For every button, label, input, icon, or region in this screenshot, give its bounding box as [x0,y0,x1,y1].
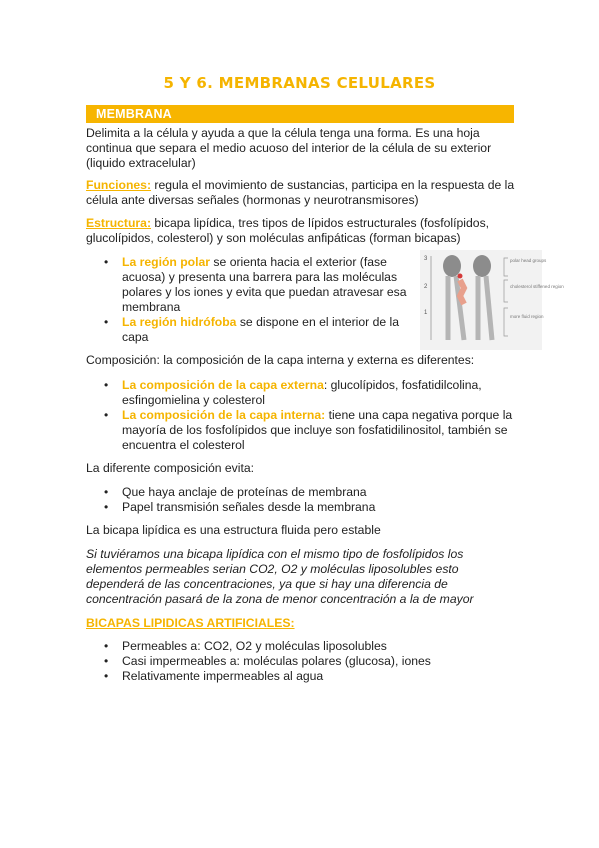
funciones-text: regula el movimiento de sustancias, participa en la respuesta de la [151,178,515,192]
artificiales-list [86,639,431,684]
figure-label: more fluid region [510,314,544,319]
cholesterol-ring [460,280,464,304]
membrane-figure [420,250,564,350]
region-brackets [504,258,508,336]
cholesterol-head [458,274,463,279]
composicion-text: esfingomielina y colesterol [122,393,265,407]
lipid-tail [478,276,492,340]
region-text: polares y los iones y evita que puedan atravesar esa [122,285,407,299]
figure-label: polar head groups [510,258,547,263]
italic-line: Si tuviéramos una bicapa lipídica con el mismo tipo de fosfolípidos los [86,547,464,561]
list-item [86,408,526,453]
list-item: • Permeables a: CO2, O2 y moléculas liposolubles [86,639,431,654]
region-text: membrana [122,300,181,314]
intro-line: Delimita a la célula y ayuda a que la célula tenga una forma. Es una hoja [86,126,480,140]
estructura-text: bicapa lipídica, tres tipos de lípidos estructurales (fosfolípidos, [151,216,490,230]
axis-tick: 3 [424,256,428,262]
funciones-paragraph [86,178,514,208]
membrane-diagram [420,250,564,350]
artificiales-heading: BICAPAS LIPIDICAS ARTIFICIALES: [86,616,295,630]
axis-tick: 1 [424,310,428,316]
intro-line: (liquido extracelular) [86,156,196,170]
italic-line: dependerá de las concentraciones, ya que si hay una diferencia de [86,577,448,591]
section-header-bar [86,105,514,123]
funciones-label: Funciones: [86,178,152,192]
composicion-text: mayoría de los fosfolípidos que incluye son fosfatidilinositol, también se [122,423,508,437]
list-item: • Que haya anclaje de proteínas de membrana [86,485,375,500]
italic-paragraph [86,547,474,607]
estructura-paragraph [86,216,489,246]
capa-externa-label: La composición de la capa externa [122,378,324,392]
region-hidrofoba-label: La región hidrófoba [122,315,237,329]
section-header: MEMBRANA [96,107,172,121]
region-text: acuosa) y presenta una barrera para las moléculas [122,270,398,284]
bicapa-fluida-text: La bicapa lipídica es una estructura fluida pero estable [86,523,381,537]
region-polar-label: La región polar [122,255,211,269]
italic-line: concentración pasará de la zona de menor concentración a la de mayor [86,592,474,606]
estructura-text: glucolípidos, colesterol) y son moléculas anfipáticas (forman bicapas) [86,231,461,245]
region-text: capa [122,330,149,344]
estructura-label: Estructura: [86,216,152,230]
italic-line: elementos permeables serian CO2, O2 y moléculas liposolubles esto [86,562,459,576]
composicion-text: : glucolípidos, fosfatidilcolina, [323,378,482,392]
list-item: • Papel transmisión señales desde la membrana [86,500,375,515]
list-item [86,255,416,315]
region-text: se dispone en el interior de la [236,315,400,329]
intro-line: continua que separa el medio acuoso del interior de la célula de su exterior [86,141,492,155]
region-text: se orienta hacia el exterior (fase [210,255,387,269]
intro-paragraph [86,126,491,171]
lipid-head [473,255,491,277]
capa-interna-label: La composición de la capa interna: [122,408,326,422]
list-item [86,378,526,408]
composicion-text: tiene una capa negativa porque la [325,408,513,422]
composicion-list [86,378,526,453]
composicion-intro: Composición: la composición de la capa interna y externa es diferentes: [86,353,475,367]
page-title: 5 Y 6. MEMBRANAS CELULARES [163,74,436,92]
lipid-head [443,255,461,277]
evita-list [86,485,375,515]
list-item: • Casi impermeables a: moléculas polares (glucosa), iones [86,654,431,669]
figure-label: cholesterol stiffened region [510,284,564,289]
funciones-text: célula ante diversas señales (hormonas y neurotransmisores) [86,193,419,207]
list-item: • Relativamente impermeables al agua [86,669,431,684]
list-item [86,315,416,345]
composicion-text: encuentra el colesterol [122,438,245,452]
regions-list [86,255,416,345]
axis-tick: 2 [424,284,428,290]
diferente-text: La diferente composición evita: [86,461,255,475]
